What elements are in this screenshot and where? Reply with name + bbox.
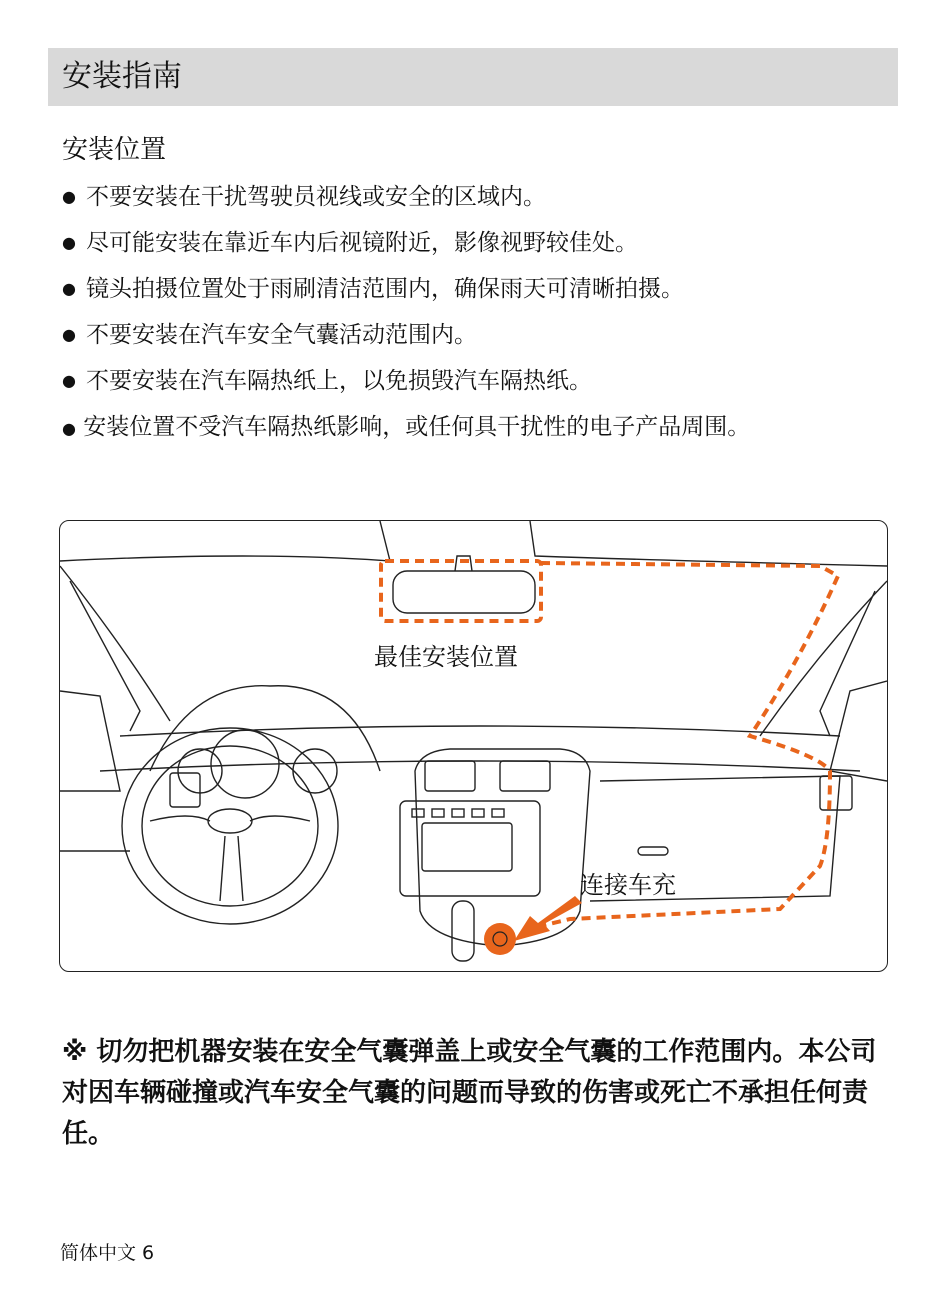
bullet-dot-icon: ●	[62, 419, 76, 438]
bullet-text: 尽可能安装在靠近车内后视镜附近，影像视野较佳处。	[86, 230, 638, 256]
bullet-dot-icon: ●	[62, 279, 76, 298]
section-title: 安装位置	[62, 135, 167, 165]
bullet-text: 镜头拍摄位置处于雨刷清洁范围内，确保雨天可清晰拍摄。	[86, 276, 684, 302]
warning-note: ※ 切勿把机器安装在安全气囊弹盖上或安全气囊的工作范围内。本公司对因车辆碰撞或汽车安全气囊的问题而导致的伤害或死亡不承担任何责任。	[62, 1037, 877, 1149]
bullet-dot-icon: ●	[62, 371, 76, 390]
page-footer: 简体中文 6	[60, 1242, 155, 1264]
header-bar	[48, 48, 898, 106]
bullet-dot-icon: ●	[62, 325, 76, 344]
bullet-list	[62, 180, 892, 458]
charger-label: 连接车充	[580, 871, 676, 899]
best-position-label: 最佳安装位置	[374, 643, 518, 671]
car-dashboard-drawing	[60, 521, 887, 971]
bullet-dot-icon: ●	[62, 187, 76, 206]
bullet-text: 安装位置不受汽车隔热纸影响，或任何具干扰性的电子产品周围。	[83, 414, 751, 440]
list-item	[62, 226, 892, 260]
bullet-text: 不要安装在汽车安全气囊活动范围内。	[86, 322, 477, 348]
list-item	[62, 410, 892, 446]
list-item	[62, 272, 892, 306]
list-item	[62, 180, 892, 214]
bullet-text: 不要安装在汽车隔热纸上，以免损毁汽车隔热纸。	[86, 368, 592, 394]
list-item	[62, 318, 892, 352]
car-interior-illustration	[59, 520, 888, 972]
bullet-dot-icon: ●	[62, 233, 76, 252]
list-item	[62, 364, 892, 398]
bullet-text: 不要安装在干扰驾驶员视线或安全的区域内。	[86, 184, 546, 210]
page-title: 安装指南	[62, 59, 182, 94]
